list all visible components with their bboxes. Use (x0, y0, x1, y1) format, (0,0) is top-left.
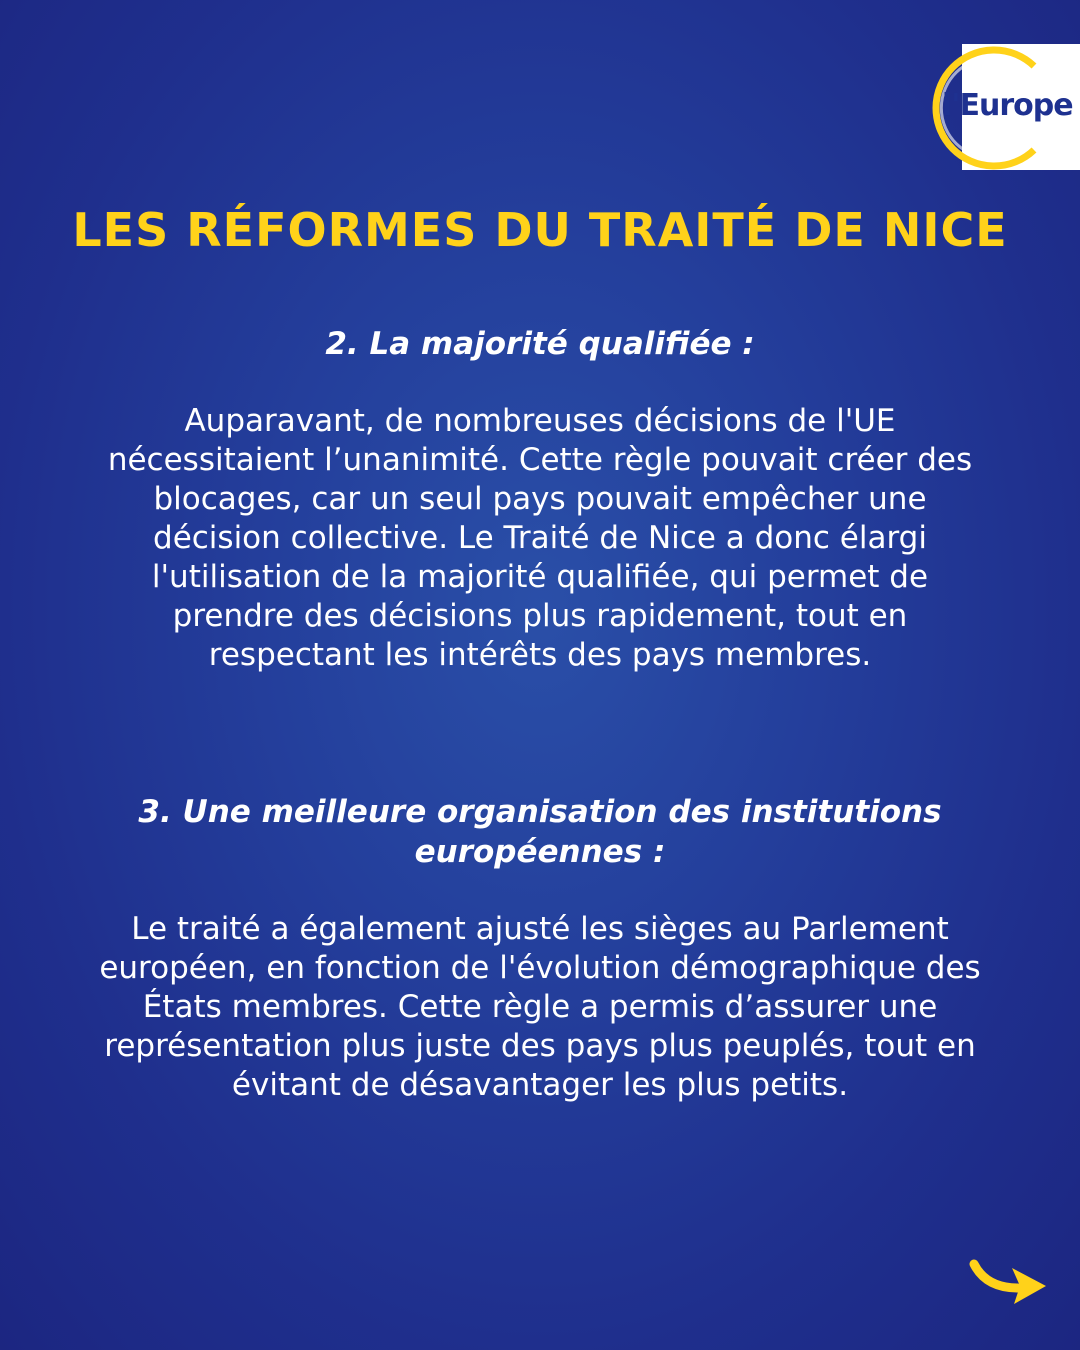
section-body: Auparavant, de nombreuses décisions de l'UE nécessitaient l’unanimité. Cette règle pouvait créer des blocages, car un seul pays pouvait empêcher une décision collective. Le Traité de Nice a donc élargi l'utilisation de la majorité qualifiée, qui permet de prendre des décisions plus rapidement, tout en respectant les intérêts des pays membres. (107, 403, 973, 673)
section-heading: 3. Une meilleure organisation des institutions européennes : (138, 794, 942, 870)
page-title: LES RÉFORMES DU TRAITÉ DE NICE (72, 203, 1008, 257)
section-body: Le traité a également ajusté les sièges au Parlement européen, en fonction de l'évolution démographique des États membres. Cette règle a permis d’assurer une représentation plus juste des pays plus peuplés, tout en évitant de désavantager les plus petits. (99, 911, 981, 1103)
curved-arrow-right-icon[interactable] (968, 1254, 1050, 1310)
section-heading: 2. La majorité qualifiée : (325, 326, 755, 362)
logo-text: l'Europe (942, 88, 1073, 123)
brand-logo (916, 44, 1080, 172)
section-qualified-majority (90, 324, 990, 675)
section-institutions (90, 792, 990, 1105)
